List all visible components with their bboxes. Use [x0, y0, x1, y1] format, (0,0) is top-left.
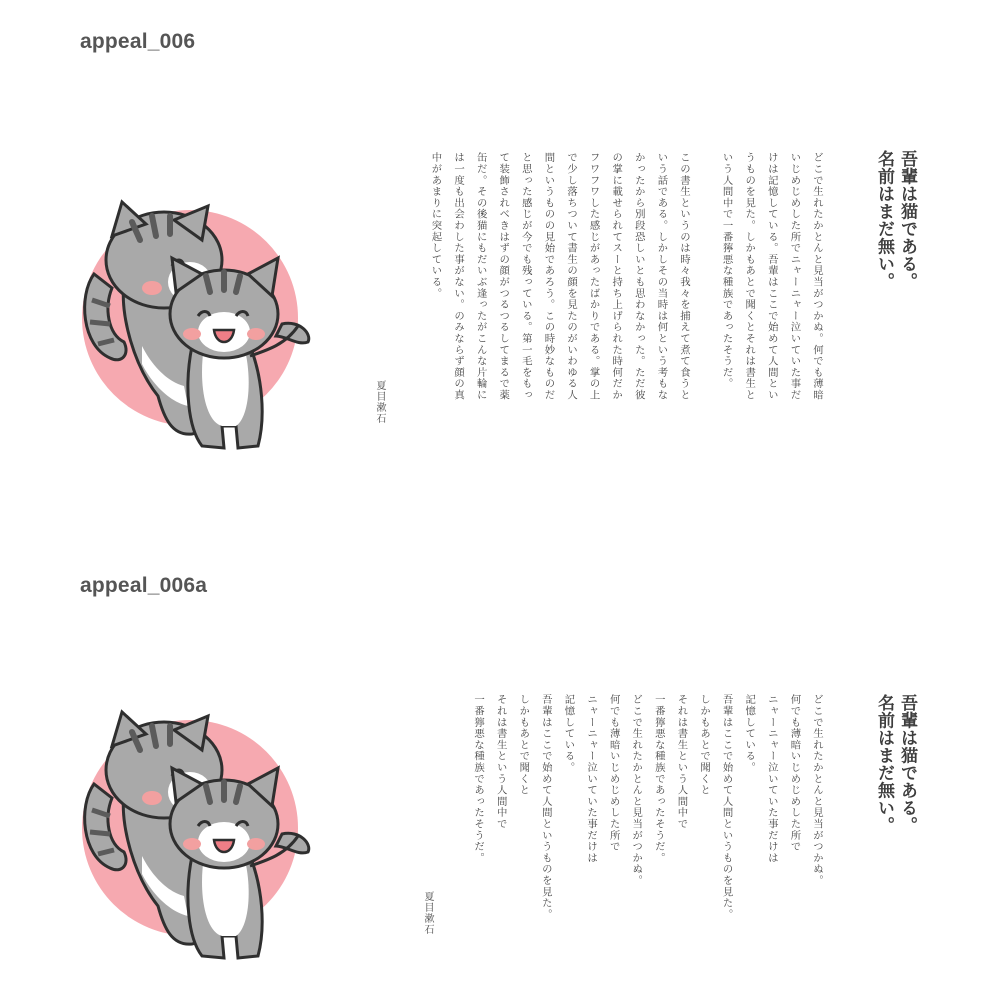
title-line: 名前はまだ無い。 — [874, 150, 894, 290]
text-line: 吾輩はここで始めて人間というものを見た。 — [720, 694, 733, 920]
section-heading-appeal-006a: appeal_006a — [80, 574, 208, 597]
text-line: けは記憶している。吾輩はここで始めて人間とい — [765, 152, 778, 401]
title-block — [872, 694, 918, 834]
text-line: と思った感じが今でも残っている。第一毛をもっ — [519, 152, 532, 401]
title-line: 吾輩は猫である。 — [897, 694, 917, 834]
text-line: ニャーニャー泣いていた事だけは — [765, 694, 778, 864]
text-line: 吾輩はここで始めて人間というものを見た。 — [539, 694, 552, 920]
paragraph-2 — [424, 152, 695, 401]
title-block — [872, 150, 918, 290]
text-line: は一度も出会わした事がない。のみならず顔の真 — [452, 152, 465, 401]
author-name: 夏目漱石 — [422, 891, 433, 935]
text-line: しかもあとで聞くと — [517, 694, 530, 796]
text-line: それは書生という人間中で — [494, 694, 507, 830]
text-line: 何でも薄暗いじめじめした所で — [607, 694, 620, 853]
text-line: それは書生という人間中で — [675, 694, 688, 830]
text-line: 一番獰悪な種族であったそうだ。 — [652, 694, 665, 864]
text-line: 間というものの見始であろう。この時妙なものだ — [542, 152, 555, 401]
section-heading-appeal-006: appeal_006 — [80, 30, 196, 53]
text-line: 記憶している。 — [562, 694, 575, 774]
text-line: いう人間中で一番獰悪な種族であったそうだ。 — [720, 152, 733, 390]
cats-illustration — [72, 706, 312, 966]
text-line: どこで生れたかとんと見当がつかぬ。 — [811, 694, 823, 887]
text-line: いう話である。しかしその当時は何という考もな — [655, 152, 668, 401]
author-name: 夏目漱石 — [374, 380, 385, 424]
text-line: の掌に載せられてスーと持ち上げられた時何だか — [610, 152, 623, 401]
text-line: 何でも薄暗いじめじめした所で — [788, 694, 801, 853]
text-line: しかもあとで聞くと — [698, 694, 711, 796]
text-line: ニャーニャー泣いていた事だけは — [585, 694, 598, 864]
paragraph-1 — [715, 152, 828, 401]
text-line: 中があまりに突起している。 — [429, 152, 442, 299]
text-line: この書生というのは時々我々を捕えて煮て食うと — [678, 152, 690, 401]
cats-illustration — [72, 196, 312, 456]
line-column — [467, 694, 829, 920]
text-line: で少し落ちついて書生の顔を見たのがいわゆる人 — [565, 152, 578, 401]
text-line: いじめじめした所でニャーニャー泣いていた事だ — [788, 152, 801, 401]
cats-art — [82, 712, 309, 958]
text-line: うものを見た。しかもあとで聞くとそれは書生と — [743, 152, 756, 401]
text-line: 記憶している。 — [743, 694, 756, 774]
text-line: どこで生れたかとんと見当がつかぬ。 — [630, 694, 643, 887]
text-line: フワフワした感じがあったばかりである。掌の上 — [587, 152, 600, 401]
title-line: 名前はまだ無い。 — [874, 694, 894, 834]
text-line: かったから別段恐しいとも思わなかった。ただ彼 — [632, 152, 645, 401]
text-line: 缶だ。その後猫にもだいぶ逢ったがこんな片輪に — [474, 152, 487, 401]
text-line: 一番獰悪な種族であったそうだ。 — [472, 694, 485, 864]
title-line: 吾輩は猫である。 — [897, 150, 917, 290]
cats-art — [82, 202, 309, 448]
text-line: て装飾されべきはずの顔がつるつるしてまるで薬 — [497, 152, 510, 401]
text-line: どこで生れたかとんと見当がつかぬ。何でも薄暗 — [811, 152, 823, 401]
